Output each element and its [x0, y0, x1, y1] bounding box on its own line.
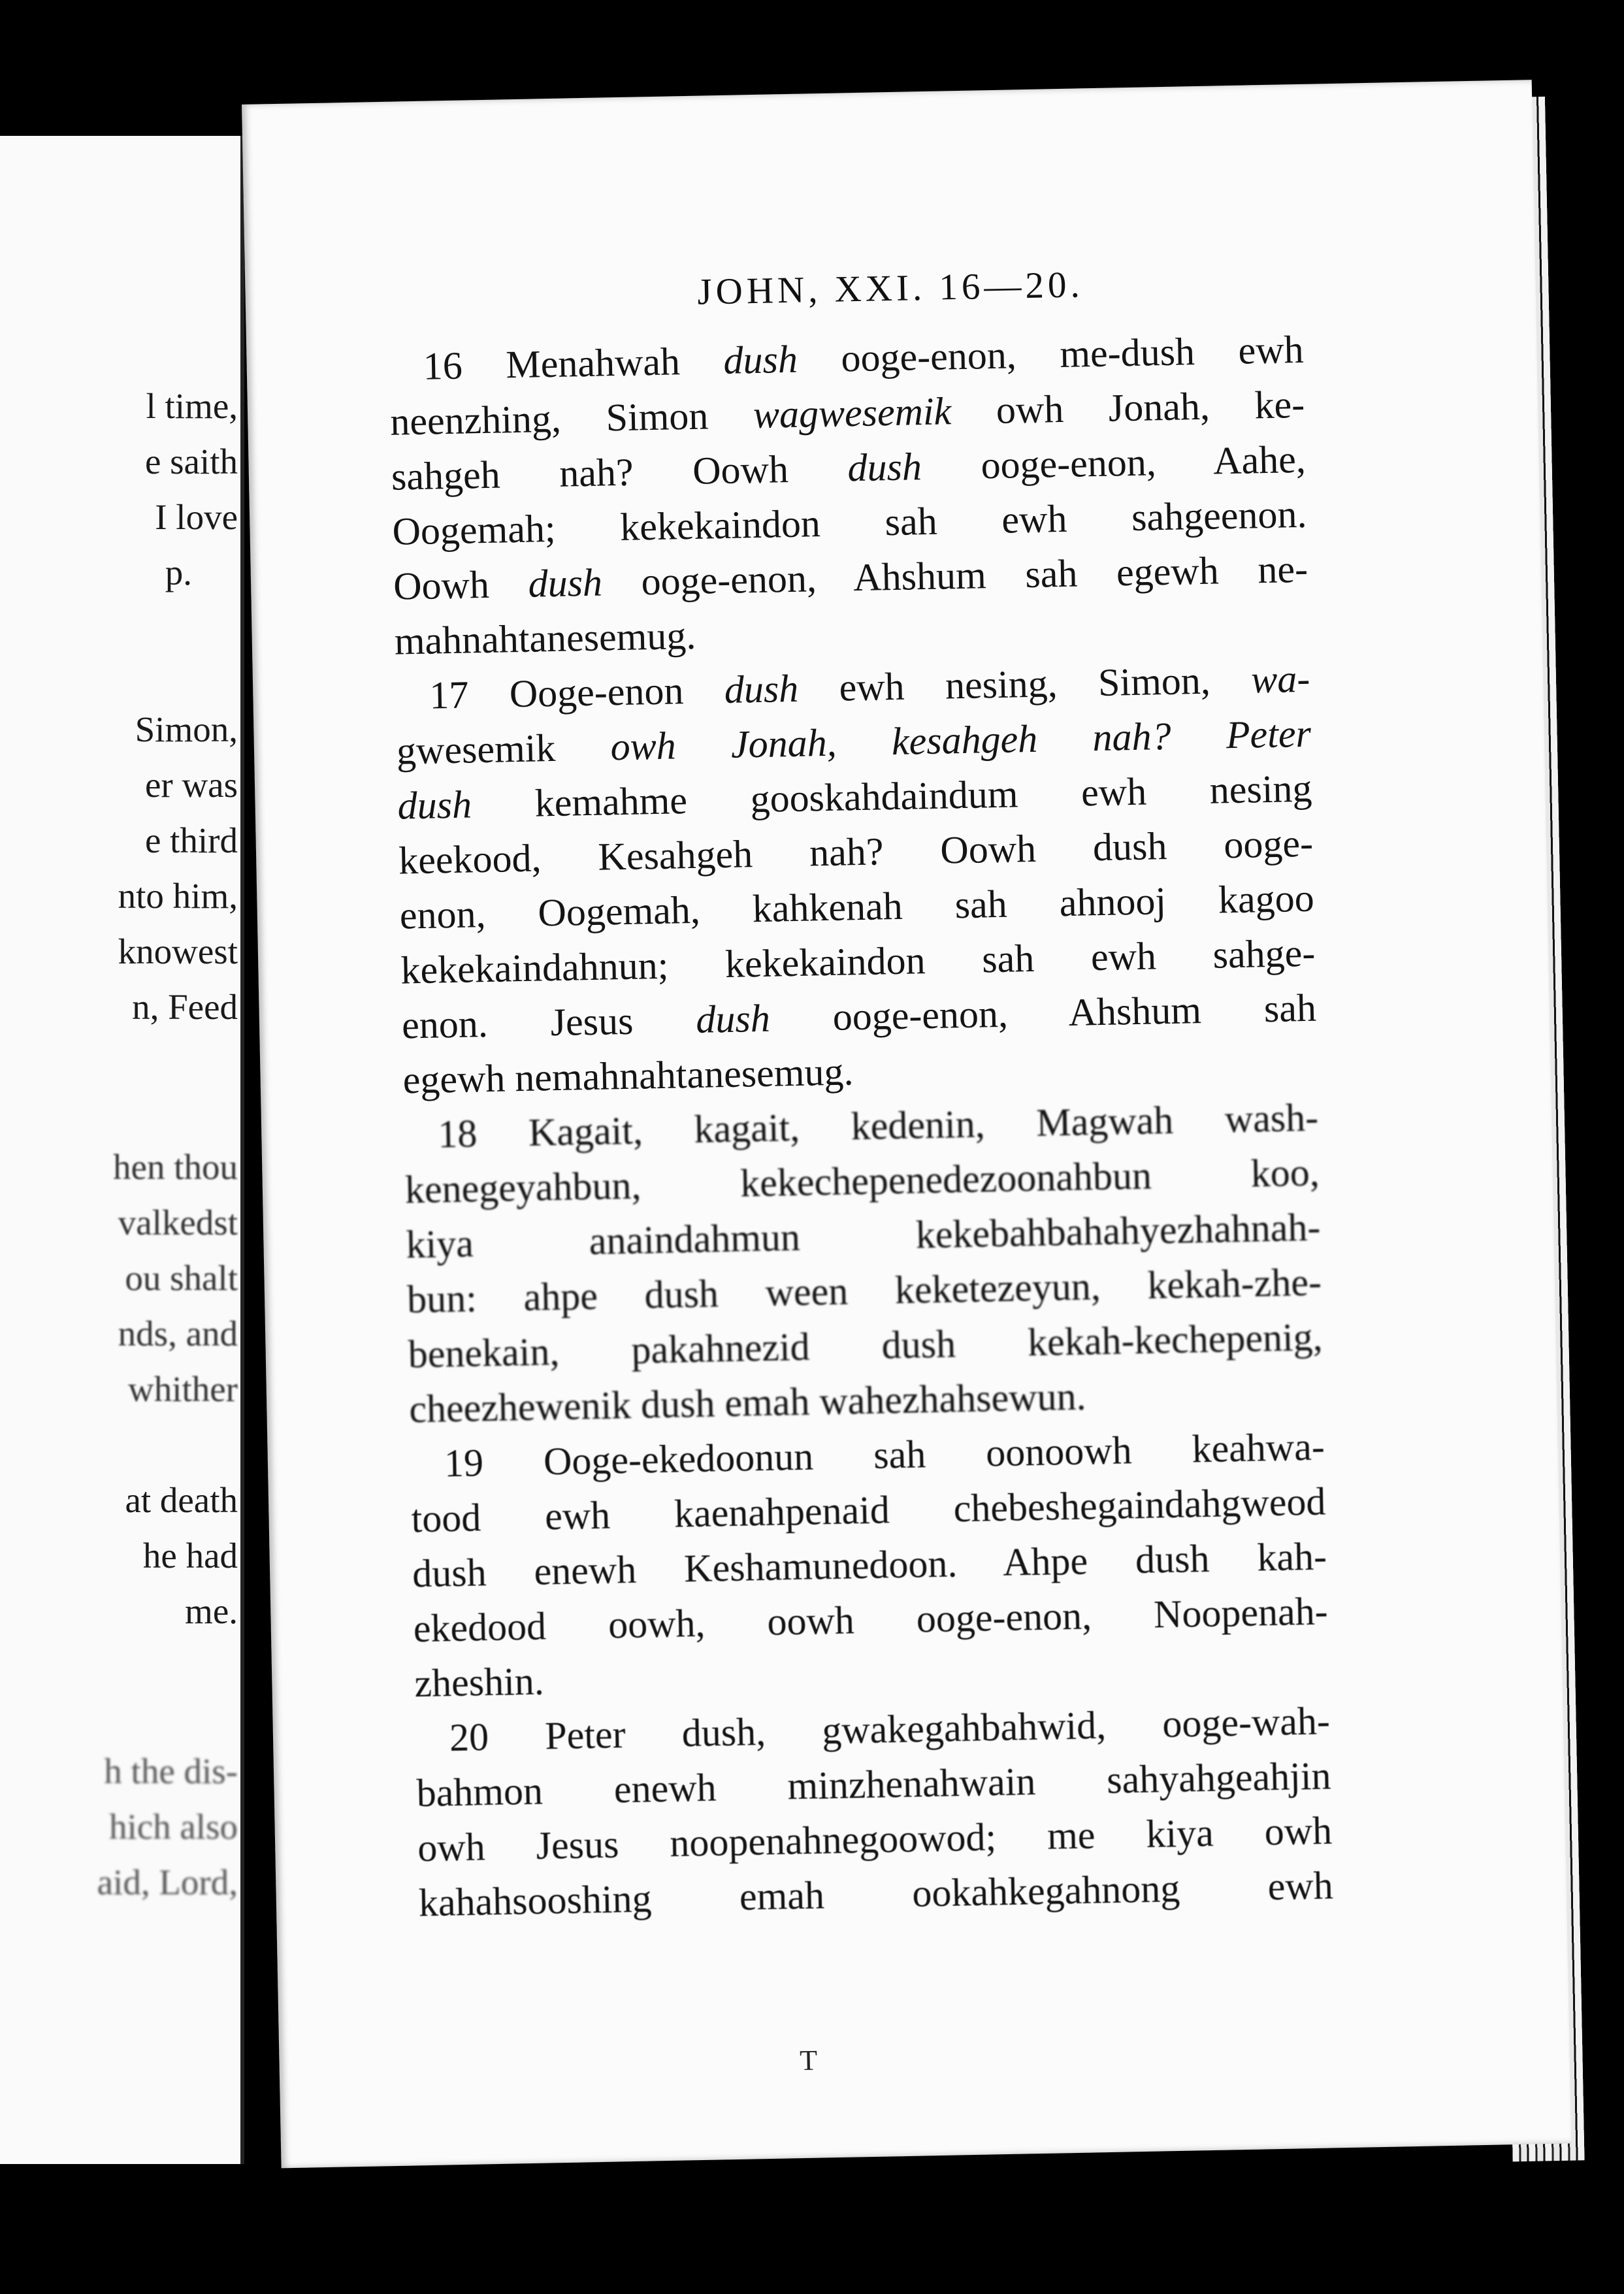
right-page [242, 80, 1571, 2168]
text-line: 16 Menahwah dush ooge-enon, me-dush ewh [423, 327, 1305, 388]
left-page-line: he had [142, 1536, 238, 1575]
text-line: ekedood oowh, oowh ooge-enon, Noopenah- [413, 1589, 1329, 1651]
left-page-line: knowest [118, 931, 238, 971]
text-line: enon. Jesus dush ooge-enon, Ahshum sah [401, 986, 1317, 1047]
left-page-line: n, Feed [132, 987, 238, 1027]
left-page-line: nds, and [118, 1314, 238, 1353]
text-line: zheshin. [414, 1659, 545, 1705]
italic-word: dush [527, 560, 603, 606]
text-line: cheezhewenik dush emah wahezhahsewun. [408, 1374, 1087, 1431]
left-page-line: nto him, [118, 876, 238, 916]
left-page [0, 136, 244, 2164]
left-page-line: p. [165, 553, 192, 592]
text-line: bun: ahpe dush ween keketezeyun, kekah-zhe- [406, 1260, 1322, 1321]
text-line: kiya anaindahmun kekebahbahahyezhahnah- [405, 1205, 1321, 1267]
italic-word: owh Jonah, kesahgeh nah? Peter [555, 711, 1312, 769]
left-page-line: me. [185, 1591, 238, 1631]
text-block [389, 322, 1334, 1930]
text-line: enon, Oogemah, kahkenah sah ahnooj kagoo [399, 876, 1315, 937]
text-line: 17 Ooge-enon dush ewh nesing, Simon, wa- [429, 656, 1310, 717]
left-page-line: I love [155, 497, 238, 537]
text-line: Oogemah; kekekaindon sah ewh sahgeenon. [391, 492, 1307, 553]
text-line: 20 Peter dush, gwakegahbahwid, ooge-wah- [449, 1699, 1331, 1760]
left-page-line: at death [125, 1480, 238, 1520]
text-line: dush kemahme gooskahdaindum ewh nesing [397, 766, 1313, 828]
left-page-line: er was [144, 765, 238, 805]
text-line: egewh nemahnahtanesemug. [402, 1050, 854, 1102]
left-page-line: ou shalt [125, 1258, 238, 1298]
left-page-line: e saith [144, 442, 238, 481]
text-line: Oowh dush ooge-enon, Ahshum sah egewh ne- [393, 547, 1308, 608]
text-line: kekekaindahnun; kekekaindon sah ewh sahge- [400, 931, 1316, 992]
signature-mark: T [799, 2044, 818, 2077]
text-line: keekood, Kesahgeh nah? Oowh dush ooge- [398, 821, 1314, 882]
italic-word: wa- [1250, 656, 1310, 702]
text-line: 18 Kagait, kagait, kedenin, Magwah wash- [437, 1095, 1319, 1156]
italic-word: dush [397, 783, 472, 828]
text-line: owh Jesus noopenahnegoowod; me kiya owh [417, 1809, 1333, 1870]
left-page-line: Simon, [135, 709, 238, 749]
left-page-line: valkedst [118, 1203, 238, 1242]
text-line: gwesemik owh Jonah, kesahgeh nah? Peter [396, 711, 1312, 773]
text-line: benekain, pakahnezid dush kekah-kechepenig, [408, 1315, 1324, 1376]
running-head: JOHN, XXI. 16—20. [696, 264, 1084, 313]
italic-word: wagwesemik [753, 389, 952, 437]
text-line: neenzhing, Simon wagwesemik owh Jonah, ke- [389, 382, 1305, 444]
italic-word: dush [723, 337, 798, 382]
left-page-line: e third [144, 820, 238, 860]
text-line: tood ewh kaenahpenaid chebeshegaindahgweod [410, 1479, 1326, 1541]
italic-word: dush [695, 996, 771, 1041]
left-page-line: h the dis- [104, 1751, 238, 1791]
text-line: kenegeyahbun, kekechepenedezoonahbun koo, [404, 1150, 1320, 1212]
left-page-line: aid, Lord, [97, 1862, 238, 1902]
left-page-line: hen thou [113, 1147, 238, 1187]
left-page-line: l time, [146, 386, 238, 426]
text-line: sahgeh nah? Oowh dush ooge-enon, Aahe, [391, 437, 1307, 498]
left-page-line: hich also [108, 1807, 238, 1847]
text-line: bahmon enewh minzhenahwain sahyahgeahjin [416, 1754, 1332, 1815]
text-line: dush enewh Keshamunedoon. Ahpe dush kah- [412, 1534, 1327, 1596]
text-line: mahnahtanesemug. [394, 613, 696, 663]
left-page-line: whither [127, 1369, 238, 1409]
text-line: 19 Ooge-ekedoonun sah oonoowh keahwa- [444, 1425, 1325, 1485]
italic-word: dush [847, 445, 922, 490]
italic-word: dush [724, 666, 799, 711]
text-line: kahahsooshing emah ookahkegahnong ewh [418, 1864, 1334, 1925]
